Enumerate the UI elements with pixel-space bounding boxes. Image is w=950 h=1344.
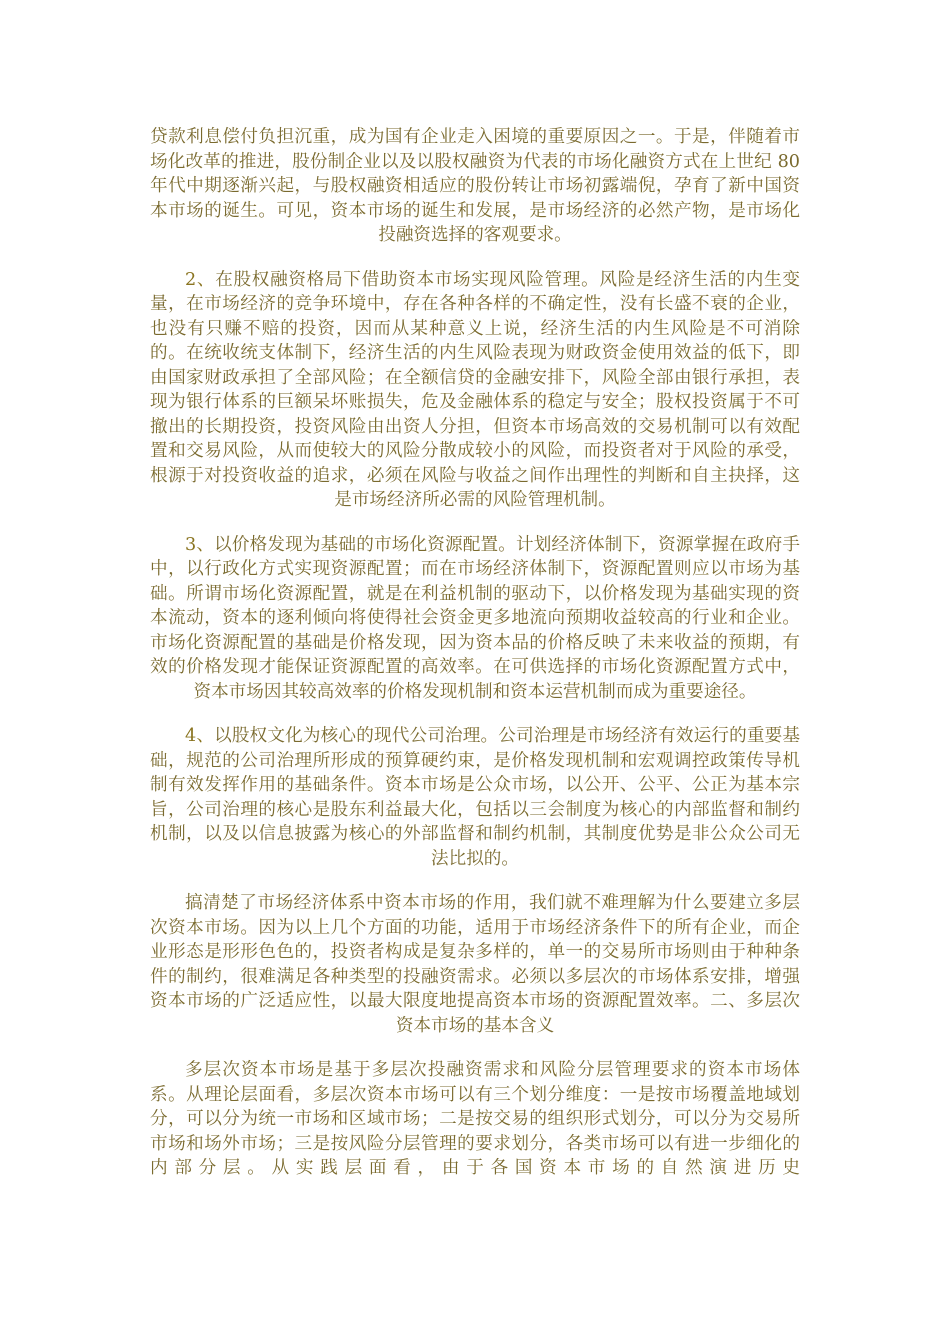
paragraph-6 [150,1058,800,1181]
paragraph-4-number: 4、 [185,726,215,746]
paragraph-1 [150,125,800,248]
paragraph-5-text: 搞清楚了市场经济体系中资本市场的作用，我们就不难理解为什么要建立多层次资本市场。因为以上几个方面的功能，适用于市场经济条件下的所有企业，而企业形态是形形色色的，投资者构成是复杂多样的，单一的交易所市场则由于种种条件的制约，很难满足各种类型的投融资需求。必须以多层次的市场体系安排，增强资本市场的广泛适应性，以最大限度地提高资本市场的资源配置效率。二、多层次资本市场的基本含义 [150,893,800,1036]
paragraph-3 [150,533,800,705]
paragraph-2-text: 在股权融资格局下借助资本市场实现风险管理。风险是经济生活的内生变量，在市场经济的竞争环境中，存在各种各样的不确定性，没有长盛不衰的企业，也没有只赚不赔的投资，因而从某种意义上说，经济生活的内生风险是不可消除的。在统收统支体制下，经济生活的内生风险表现为财政资金使用效益的低下，即由国家财政承担了全部风险；在全额信贷的金融安排下，风险全部由银行承担，表现为银行体系的巨额呆坏账损失，危及金融体系的稳定与安全；股权投资属于不可撤出的长期投资，投资风险由出资人分担，但资本市场高效的交易机制可以有效配置和交易风险，从而使较大的风险分散成较小的风险，而投资者对于风险的承受，根源于对投资收益的追求，必须在风险与收益之间作出理性的判断和自主抉择，这是市场经济所必需的风险管理机制。 [150,269,800,510]
paragraph-5 [150,891,800,1038]
paragraph-3-number: 3、 [185,534,215,555]
paragraph-6-text: 多层次资本市场是基于多层次投融资需求和风险分层管理要求的资本市场体系。从理论层面看，多层次资本市场可以有三个划分维度：一是按市场覆盖地域划分，可以分为统一市场和区域市场；二是按交易的组织形式划分，可以分为交易所市场和场外市场；三是按风险分层管理的要求划分，各类市场可以有进一步细化的内部分层。从实践层面看，由于各国资本市场的自然演进历史 [150,1060,800,1178]
paragraph-4-text: 以股权文化为核心的现代公司治理。公司治理是市场经济有效运行的重要基础，规范的公司治理所形成的预算硬约束，是价格发现机制和宏观调控政策传导机制有效发挥作用的基础条件。资本市场是公众市场，以公开、公平、公正为基本宗旨，公司治理的核心是股东利益最大化，包括以三会制度为核心的内部监督和制约机制，以及以信息披露为核心的外部监督和制约机制，其制度优势是非公众公司无法比拟的。 [150,726,800,869]
document-page [150,125,800,1181]
paragraph-2-number: 2、 [185,269,216,290]
paragraph-1-text: 贷款利息偿付负担沉重，成为国有企业走入困境的重要原因之一。于是，伴随着市场化改革的推进，股份制企业以及以股权融资为代表的市场化融资方式在上世纪 80 年代中期逐渐兴起，与股权融资相适应的股份转让市场初露端倪，孕育了新中国资本市场的诞生。可见，资本市场的诞生和发展，是市场经济的必然产物，是市场化投融资选择的客观要求。 [150,127,800,245]
paragraph-4 [150,724,800,871]
paragraph-2 [150,268,800,513]
paragraph-3-text: 以价格发现为基础的市场化资源配置。计划经济体制下，资源掌握在政府手中，以行政化方式实现资源配置；而在市场经济体制下，资源配置则应以市场为基础。所谓市场化资源配置，就是在利益机制的驱动下，以价格发现为基础实现的资本流动，资本的逐利倾向将使得社会资金更多地流向预期收益较高的行业和企业。市场化资源配置的基础是价格发现，因为资本品的价格反映了未来收益的预期，有效的价格发现才能保证资源配置的高效率。在可供选择的市场化资源配置方式中，资本市场因其较高效率的价格发现机制和资本运营机制而成为重要途径。 [150,534,800,702]
